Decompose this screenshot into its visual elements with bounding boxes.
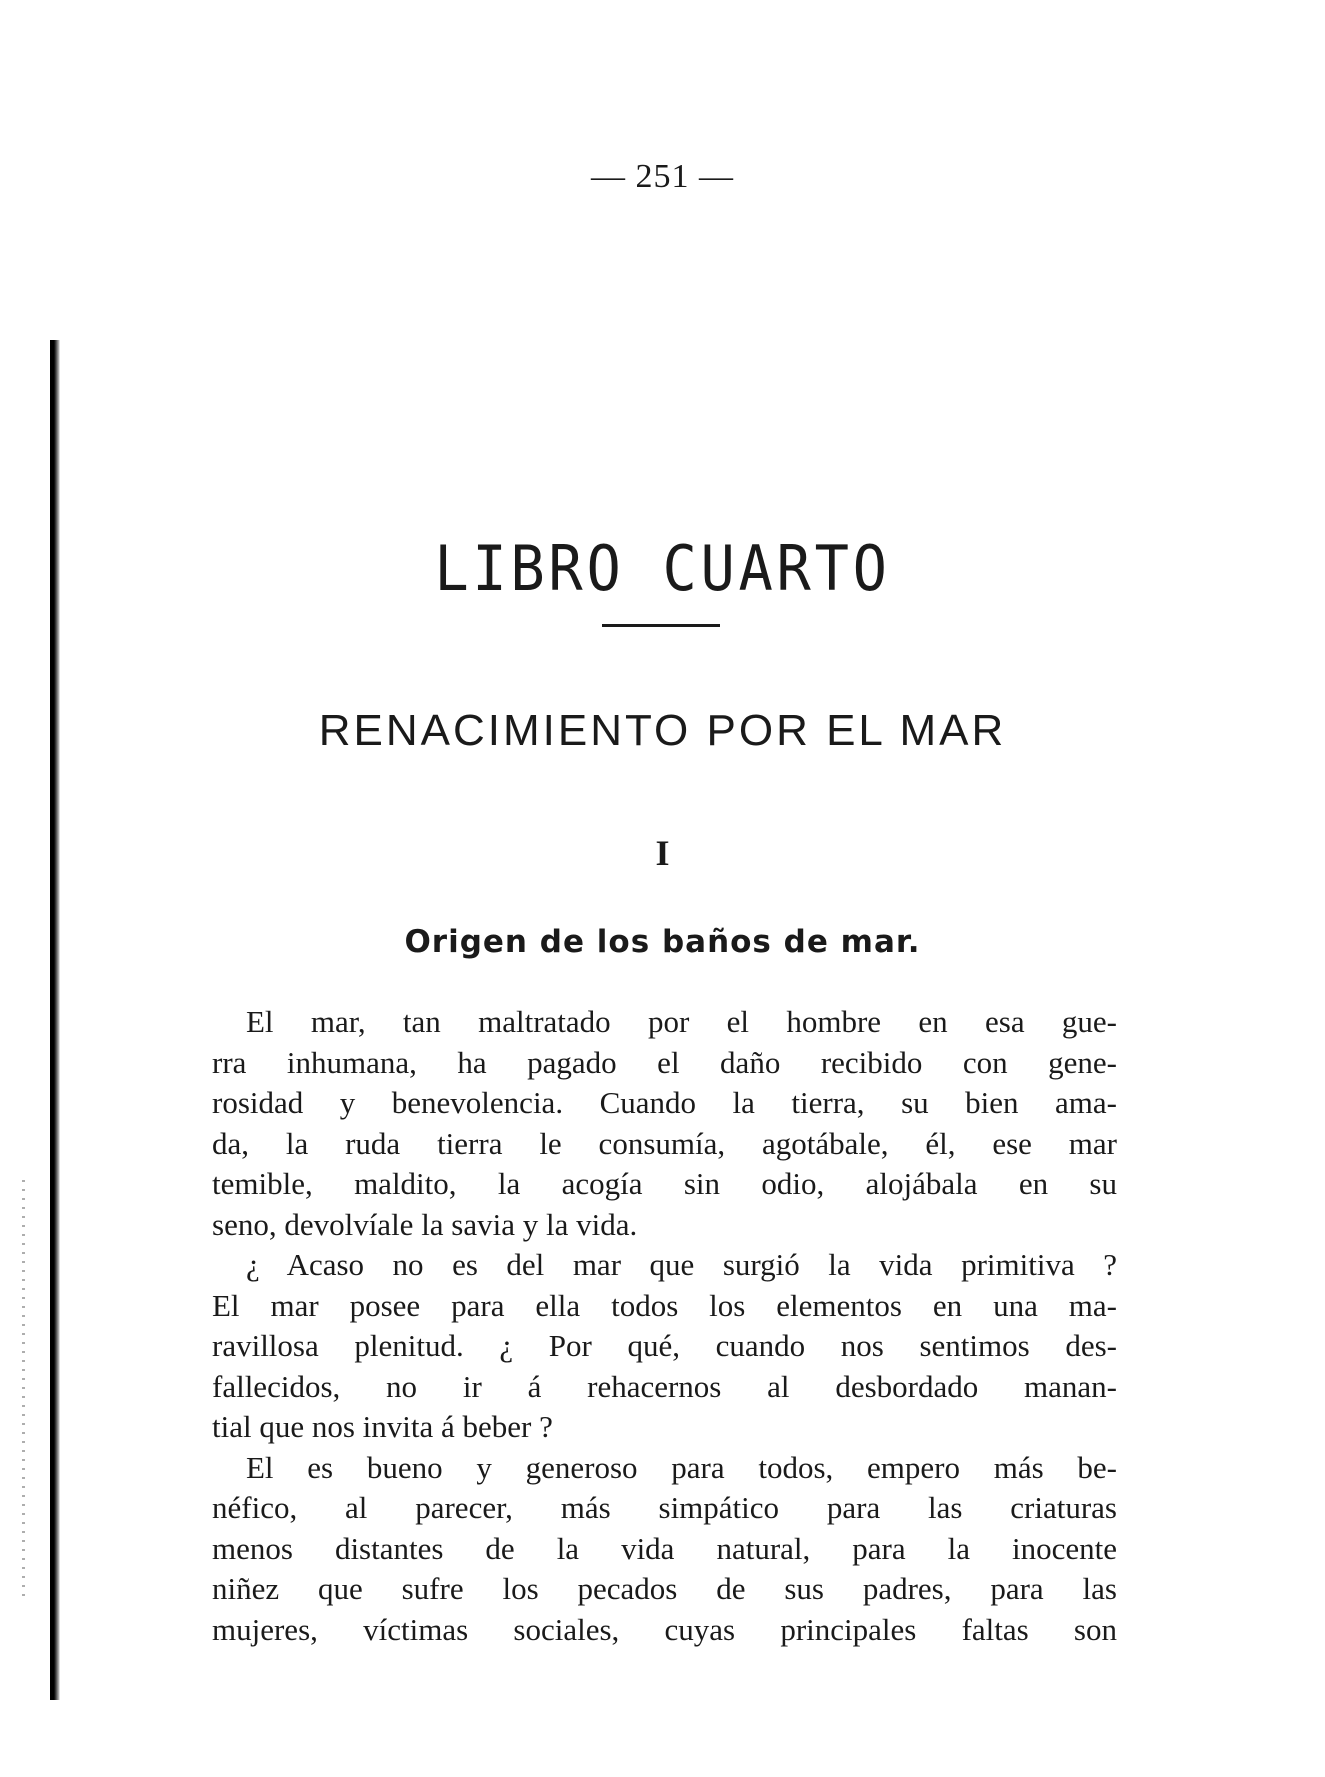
text-line: rra inhumana, ha pagado el daño recibido con gene- [212, 1044, 1117, 1080]
chapter-number: I [655, 833, 670, 873]
text-line: da, la ruda tierra le consumía, agotábale, él, ese mar [212, 1125, 1117, 1161]
text-line: tial que nos invita á beber ? [212, 1409, 553, 1444]
title-rule [602, 624, 720, 627]
body-text [212, 1002, 1117, 1650]
scan-gutter-specks [22, 1180, 25, 1600]
book-title: LIBRO CUARTO [434, 532, 891, 605]
text-line: El es bueno y generoso para todos, empero más be- [246, 1449, 1117, 1485]
text-line: temible, maldito, la acogía sin odio, alojábala en su [212, 1166, 1117, 1201]
text-line: néfico, al parecer, más simpático para las criaturas [212, 1490, 1117, 1525]
text-line: El mar posee para ella todos los elementos en una ma- [212, 1287, 1117, 1323]
text-line: rosidad y benevolencia. Cuando la tierra, su bien ama- [212, 1085, 1117, 1120]
text-line: El mar, tan maltratado por el hombre en esa gue- [246, 1004, 1117, 1039]
part-title: RENACIMIENTO POR EL MAR [318, 706, 1007, 755]
text-line: fallecidos, no ir á rehacernos al desbordado manan- [212, 1368, 1117, 1404]
chapter-title: Origen de los baños de mar. [404, 924, 921, 960]
text-line: ¿ Acaso no es del mar que surgió la vida primitiva ? [246, 1247, 1117, 1282]
text-line: seno, devolvíale la savia y la vida. [212, 1206, 638, 1242]
text-line: ravillosa plenitud. ¿ Por qué, cuando nos sentimos des- [212, 1328, 1117, 1363]
page-number: — 251 — [591, 158, 734, 195]
text-line: mujeres, víctimas sociales, cuyas principales faltas son [212, 1611, 1117, 1647]
text-line: niñez que sufre los pecados de sus padres, para las [212, 1571, 1117, 1606]
text-line: menos distantes de la vida natural, para la inocente [212, 1530, 1117, 1566]
